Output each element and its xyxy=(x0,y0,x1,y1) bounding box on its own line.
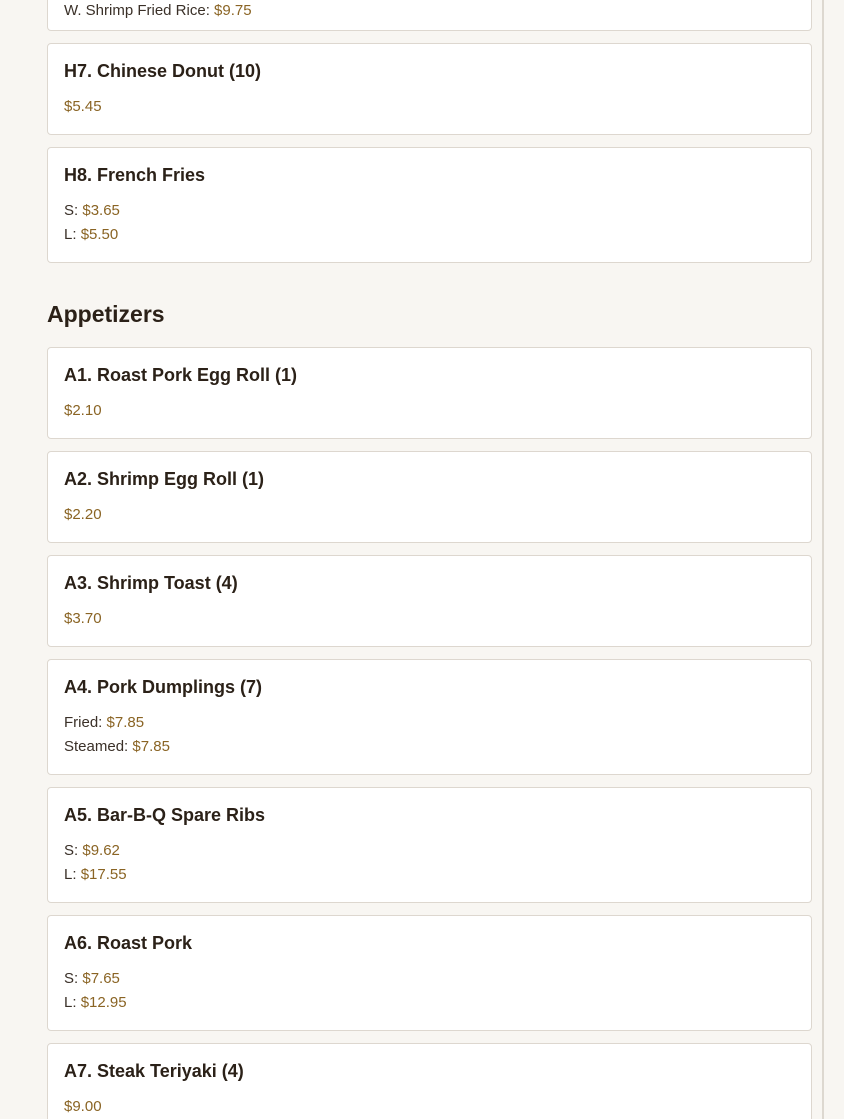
price-value: $9.00 xyxy=(64,1098,102,1115)
price-line xyxy=(64,223,795,247)
price-label: L: xyxy=(64,994,77,1011)
menu-item-name: A4. Pork Dumplings (7) xyxy=(64,677,263,697)
menu-item-card-partial[interactable] xyxy=(47,0,812,31)
price-line xyxy=(64,95,795,119)
price-label: S: xyxy=(64,202,79,219)
price-line xyxy=(64,967,795,991)
price-value: $5.50 xyxy=(80,226,119,243)
price-line xyxy=(64,839,795,863)
menu-item-card[interactable] xyxy=(47,347,812,439)
price-value: $12.95 xyxy=(80,994,127,1011)
price-value: $3.70 xyxy=(64,610,102,627)
price-label: L: xyxy=(64,866,77,883)
price-line xyxy=(64,503,795,527)
price-value: $9.62 xyxy=(82,842,120,859)
price-line xyxy=(64,199,795,223)
price-value: $3.65 xyxy=(82,202,120,219)
price-value: $7.85 xyxy=(106,714,145,731)
scrollbar-track[interactable] xyxy=(822,0,824,1119)
menu-item-card[interactable] xyxy=(47,915,812,1031)
price-line xyxy=(64,0,252,23)
menu-item-name: H8. French Fries xyxy=(64,165,206,185)
menu-item-card[interactable] xyxy=(47,43,812,135)
house-specials-list xyxy=(47,43,812,263)
menu-item-name: A1. Roast Pork Egg Roll (1) xyxy=(64,365,298,385)
price-label: Steamed: xyxy=(64,738,129,755)
price-line xyxy=(64,735,795,759)
appetizers-list xyxy=(47,347,812,1119)
menu-item-name: A5. Bar-B-Q Spare Ribs xyxy=(64,805,266,825)
menu-item-card[interactable] xyxy=(47,787,812,903)
price-line xyxy=(64,607,795,631)
price-line xyxy=(64,711,795,735)
menu-item-name: A2. Shrimp Egg Roll (1) xyxy=(64,469,265,489)
menu-content xyxy=(47,0,812,1119)
price-line xyxy=(64,1095,795,1119)
menu-item-card[interactable] xyxy=(47,1043,812,1119)
menu-item-card[interactable] xyxy=(47,555,812,647)
menu-item-name: A3. Shrimp Toast (4) xyxy=(64,573,238,593)
menu-item-name: A6. Roast Pork xyxy=(64,933,193,953)
price-line xyxy=(64,399,795,423)
section-title-appetizers: Appetizers xyxy=(47,301,165,327)
menu-item-card[interactable] xyxy=(47,659,812,775)
price-value: $2.10 xyxy=(64,402,102,419)
price-label: S: xyxy=(64,970,79,987)
price-line xyxy=(64,991,795,1015)
price-label: L: xyxy=(64,226,77,243)
price-value: $17.55 xyxy=(80,866,127,883)
price-value: $5.45 xyxy=(64,98,102,115)
price-line xyxy=(64,863,795,887)
menu-item-card[interactable] xyxy=(47,147,812,263)
price-value: $9.75 xyxy=(214,2,252,19)
price-value: $2.20 xyxy=(64,506,102,523)
menu-item-card[interactable] xyxy=(47,451,812,543)
price-value: $7.65 xyxy=(82,970,120,987)
menu-item-name: H7. Chinese Donut (10) xyxy=(64,61,262,81)
menu-item-name: A7. Steak Teriyaki (4) xyxy=(64,1061,244,1081)
price-label: W. Shrimp Fried Rice: xyxy=(64,2,210,19)
price-value: $7.85 xyxy=(132,738,170,755)
price-label: S: xyxy=(64,842,79,859)
price-label: Fried: xyxy=(64,714,103,731)
